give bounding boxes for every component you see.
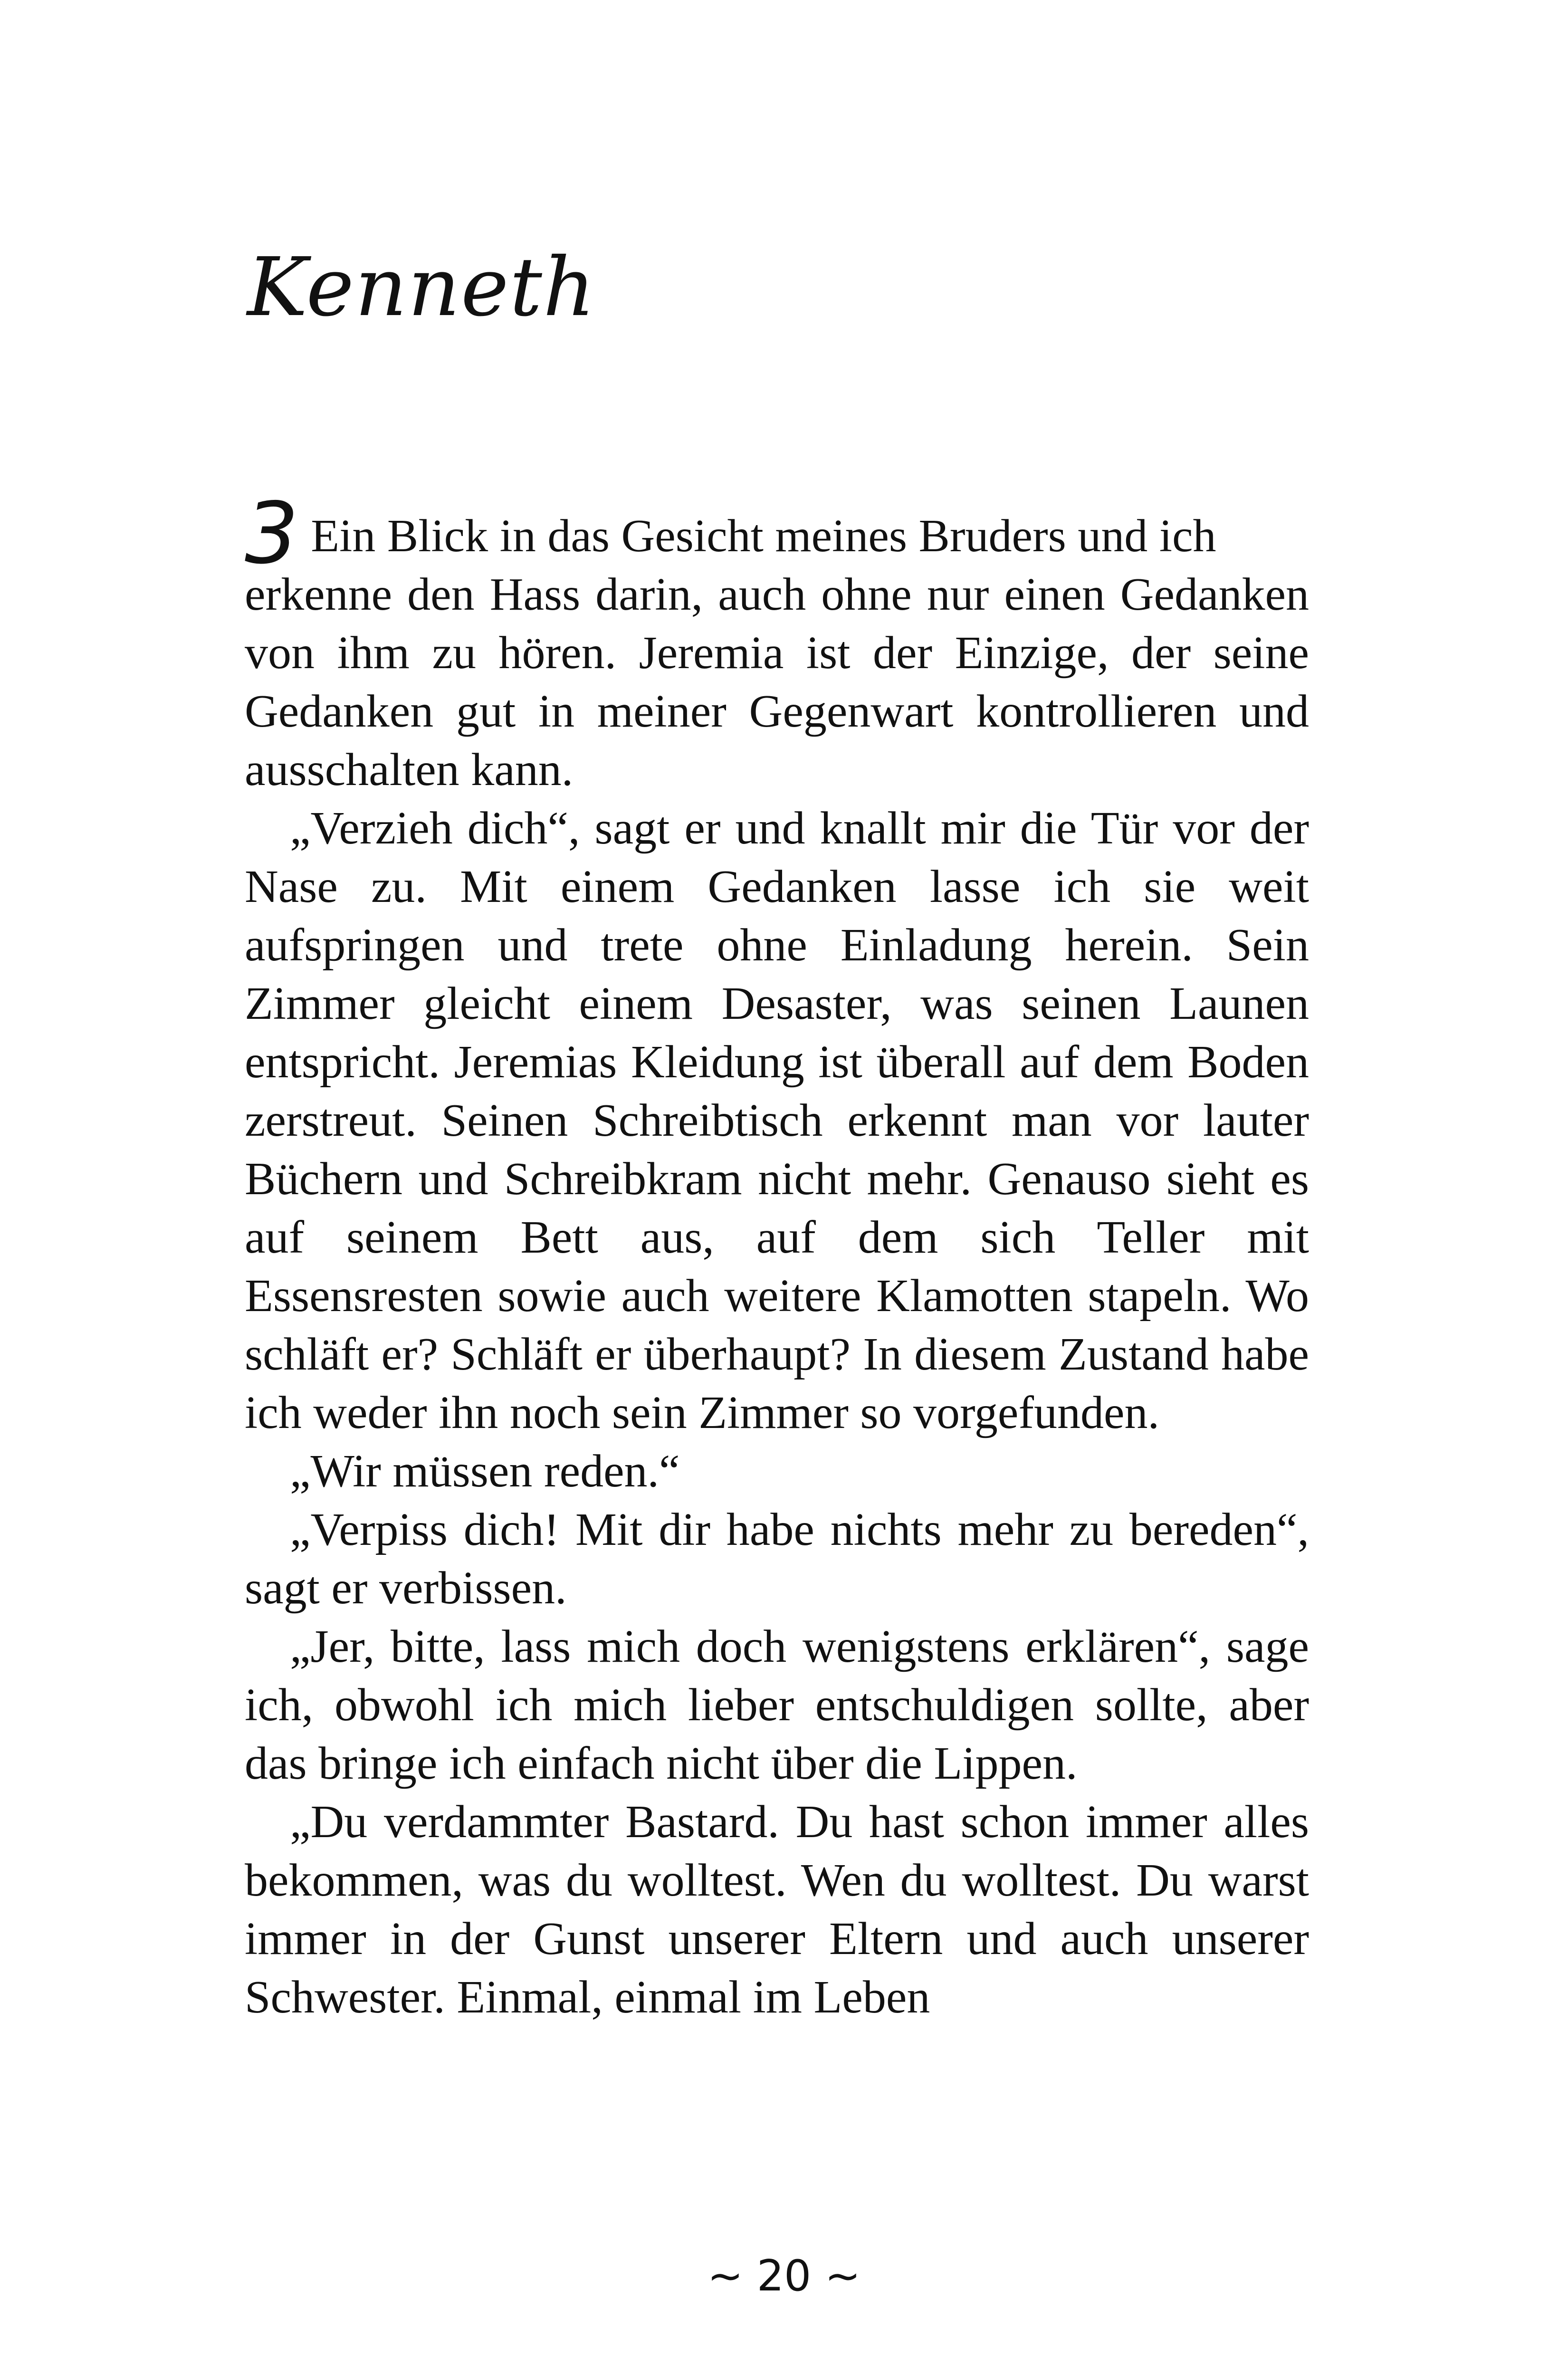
page-number: ~ 20 ~	[707, 2251, 861, 2301]
paragraph: erkenne den Hass darin, auch ohne nur einen Gedanken von ihm zu hören. Jeremia ist der Einzige, der seine Gedanken gut in meiner Gegenwart kontrollieren und ausschalten kann.	[245, 569, 1309, 795]
chapter-title: Kenneth	[247, 240, 596, 335]
body-text	[245, 475, 1309, 2027]
opening-paragraph	[245, 475, 1309, 799]
paragraph: „Verzieh dich“, sagt er und knallt mir die Tür vor der Nase zu. Mit einem Gedanken lasse ich sie weit aufspringen und trete ohne Einladung herein. Sein Zimmer gleicht einem Desaster, was seinen Launen entspricht. Jeremias Kleidung ist überall auf dem Boden zerstreut. Seinen Schreibtisch erkennt man vor lauter Büchern und Schreibkram nicht mehr. Genauso sieht es auf seinem Bett aus, auf dem sich Teller mit Essensresten sowie auch weitere Klamotten stapeln. Wo schläft er? Schläft er überhaupt? In diesem Zustand habe ich weder ihn noch sein Zimmer so vorgefunden.	[245, 803, 1309, 1438]
paragraph: „Wir müssen reden.“	[290, 1446, 680, 1497]
paragraph: „Jer, bitte, lass mich doch wenigstens erklären“, sage ich, obwohl ich mich lieber entschuldigen sollte, aber das bringe ich einfach nicht über die Lippen.	[245, 1621, 1309, 1789]
opening-line	[245, 475, 1309, 583]
opening-line-text: Ein Blick in das Gesicht meines Bruders und ich	[311, 510, 1216, 562]
paragraph: „Verpiss dich! Mit dir habe nichts mehr zu bereden“, sagt er verbissen.	[245, 1504, 1309, 1614]
paragraph: „Du verdammter Bastard. Du hast schon immer alles bekommen, was du wolltest. Wen du wolltest. Du warst immer in der Gunst unserer Eltern und auch unserer Schwester. Einmal, einmal im Leben	[245, 1796, 1309, 2023]
chapter-number: 3	[245, 484, 299, 583]
